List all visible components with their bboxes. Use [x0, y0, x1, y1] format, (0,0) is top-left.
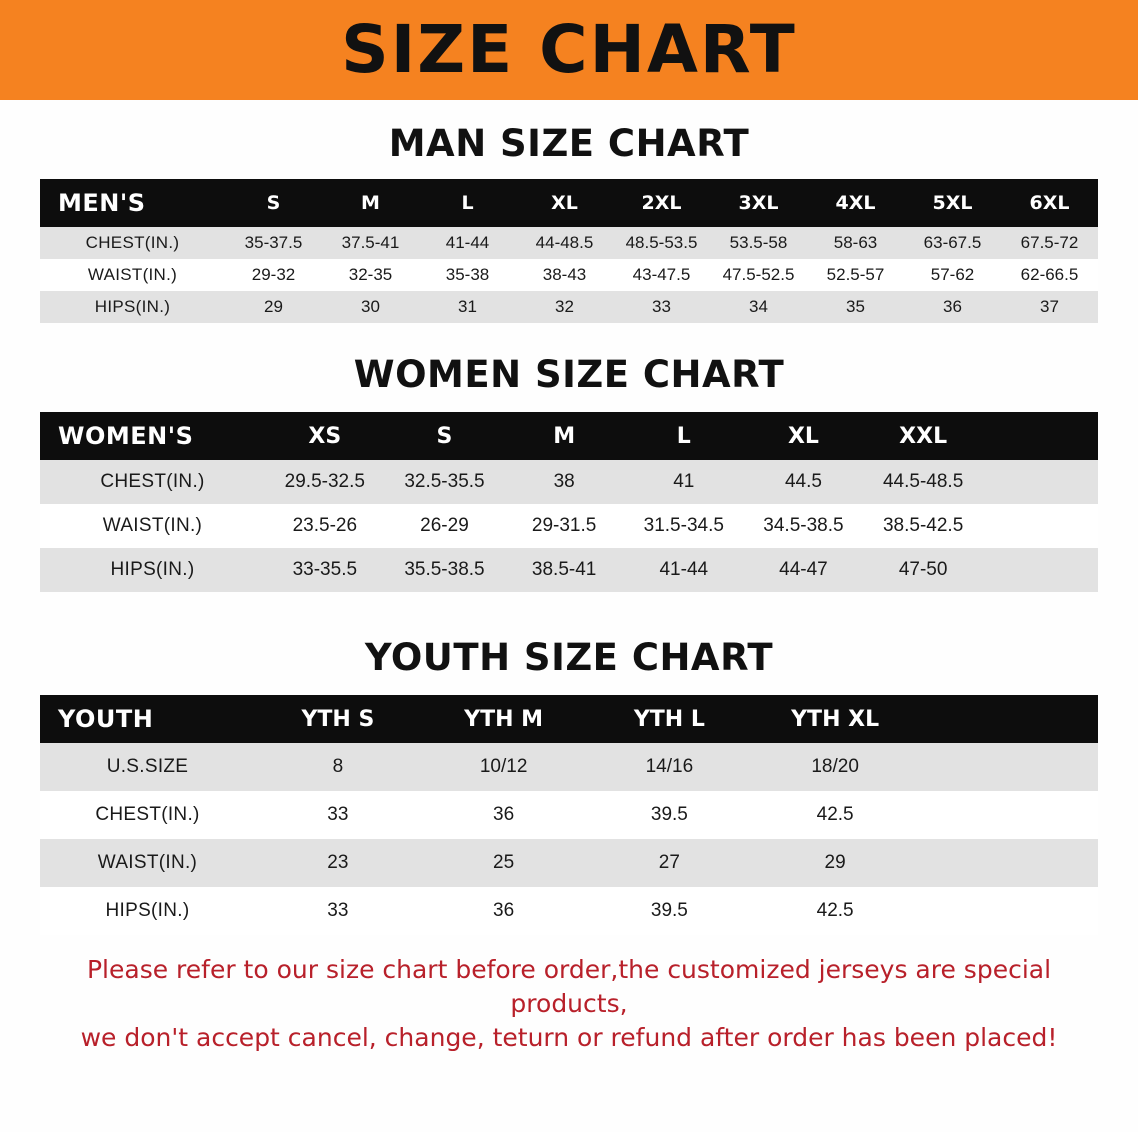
table-row: [40, 460, 1098, 504]
table-row: [40, 291, 1098, 323]
youth-r1-c1: 36: [421, 791, 587, 839]
men-r1-c0: 29-32: [225, 259, 322, 291]
men-r0-c4: 48.5-53.5: [613, 227, 710, 259]
youth-r3-c0: 33: [255, 887, 421, 935]
women-col-1: S: [385, 412, 505, 460]
women-col-0: XS: [265, 412, 385, 460]
youth-r1-spacer: [918, 791, 1098, 839]
women-r2-c3: 41-44: [624, 548, 744, 592]
women-r2-c1: 35.5-38.5: [385, 548, 505, 592]
women-r2-c5: 47-50: [863, 548, 983, 592]
youth-row-3-label: HIPS(IN.): [40, 887, 255, 935]
youth-row-header: YOUTH: [40, 695, 255, 743]
women-r2-spacer: [983, 548, 1098, 592]
youth-r0-c2: 14/16: [587, 743, 753, 791]
men-r2-c1: 30: [322, 291, 419, 323]
women-r1-c3: 31.5-34.5: [624, 504, 744, 548]
women-col-spacer: [983, 412, 1098, 460]
table-header-row: [40, 179, 1098, 227]
man-table-wrap: [0, 179, 1138, 323]
youth-r0-c0: 8: [255, 743, 421, 791]
women-col-2: M: [504, 412, 624, 460]
man-size-table: [40, 179, 1098, 323]
men-row-2-label: HIPS(IN.): [40, 291, 225, 323]
men-col-3: XL: [516, 179, 613, 227]
table-header-row: [40, 412, 1098, 460]
youth-r0-c1: 10/12: [421, 743, 587, 791]
women-section-heading: WOMEN SIZE CHART: [353, 353, 785, 396]
men-r2-c5: 34: [710, 291, 807, 323]
youth-r2-c1: 25: [421, 839, 587, 887]
man-section-heading: MAN SIZE CHART: [388, 122, 750, 165]
men-col-4: 2XL: [613, 179, 710, 227]
men-row-1-label: WAIST(IN.): [40, 259, 225, 291]
youth-r2-c0: 23: [255, 839, 421, 887]
youth-size-table: [40, 695, 1098, 935]
youth-r3-c3: 42.5: [752, 887, 918, 935]
youth-table-wrap: [0, 695, 1138, 935]
women-size-table: [40, 412, 1098, 592]
page-banner: [0, 0, 1138, 100]
youth-col-1: YTH M: [421, 695, 587, 743]
men-col-7: 5XL: [904, 179, 1001, 227]
youth-r1-c2: 39.5: [587, 791, 753, 839]
men-r2-c4: 33: [613, 291, 710, 323]
men-r0-c3: 44-48.5: [516, 227, 613, 259]
men-r2-c6: 35: [807, 291, 904, 323]
men-r0-c7: 63-67.5: [904, 227, 1001, 259]
table-row: [40, 743, 1098, 791]
youth-r0-c3: 18/20: [752, 743, 918, 791]
table-row: [40, 839, 1098, 887]
table-row: [40, 227, 1098, 259]
youth-r3-c2: 39.5: [587, 887, 753, 935]
women-row-1-label: WAIST(IN.): [40, 504, 265, 548]
men-r1-c4: 43-47.5: [613, 259, 710, 291]
men-col-0: S: [225, 179, 322, 227]
women-r0-c2: 38: [504, 460, 624, 504]
table-row: [40, 259, 1098, 291]
women-r0-spacer: [983, 460, 1098, 504]
page-title: SIZE CHART: [341, 11, 797, 88]
table-row: [40, 504, 1098, 548]
men-r1-c6: 52.5-57: [807, 259, 904, 291]
women-r2-c0: 33-35.5: [265, 548, 385, 592]
men-r1-c2: 35-38: [419, 259, 516, 291]
men-col-5: 3XL: [710, 179, 807, 227]
women-r1-spacer: [983, 504, 1098, 548]
youth-row-0-label: U.S.SIZE: [40, 743, 255, 791]
return-policy-note: [34, 953, 1104, 1054]
youth-section-heading: YOUTH SIZE CHART: [364, 636, 774, 679]
women-r0-c3: 41: [624, 460, 744, 504]
men-r0-c6: 58-63: [807, 227, 904, 259]
men-r0-c5: 53.5-58: [710, 227, 807, 259]
women-r1-c5: 38.5-42.5: [863, 504, 983, 548]
youth-r2-c2: 27: [587, 839, 753, 887]
men-row-0-label: CHEST(IN.): [40, 227, 225, 259]
note-line-1: Please refer to our size chart before order,the customized jerseys are special products,: [86, 955, 1052, 1018]
men-r0-c0: 35-37.5: [225, 227, 322, 259]
youth-r0-spacer: [918, 743, 1098, 791]
women-r2-c4: 44-47: [744, 548, 864, 592]
men-r0-c1: 37.5-41: [322, 227, 419, 259]
women-r2-c2: 38.5-41: [504, 548, 624, 592]
women-r1-c1: 26-29: [385, 504, 505, 548]
men-r1-c3: 38-43: [516, 259, 613, 291]
youth-r3-spacer: [918, 887, 1098, 935]
women-col-5: XXL: [863, 412, 983, 460]
men-r2-c7: 36: [904, 291, 1001, 323]
men-col-8: 6XL: [1001, 179, 1098, 227]
note-line-2: we don't accept cancel, change, teturn or refund after order has been placed!: [80, 1022, 1058, 1052]
youth-col-0: YTH S: [255, 695, 421, 743]
women-r0-c0: 29.5-32.5: [265, 460, 385, 504]
youth-r3-c1: 36: [421, 887, 587, 935]
men-r0-c8: 67.5-72: [1001, 227, 1098, 259]
women-col-3: L: [624, 412, 744, 460]
men-col-6: 4XL: [807, 179, 904, 227]
men-r1-c8: 62-66.5: [1001, 259, 1098, 291]
youth-col-3: YTH XL: [752, 695, 918, 743]
youth-r1-c3: 42.5: [752, 791, 918, 839]
youth-r1-c0: 33: [255, 791, 421, 839]
men-r2-c2: 31: [419, 291, 516, 323]
men-r2-c8: 37: [1001, 291, 1098, 323]
men-r1-c1: 32-35: [322, 259, 419, 291]
men-r1-c7: 57-62: [904, 259, 1001, 291]
women-r1-c4: 34.5-38.5: [744, 504, 864, 548]
table-row: [40, 791, 1098, 839]
youth-row-2-label: WAIST(IN.): [40, 839, 255, 887]
youth-r2-c3: 29: [752, 839, 918, 887]
table-row: [40, 548, 1098, 592]
men-r0-c2: 41-44: [419, 227, 516, 259]
women-r1-c0: 23.5-26: [265, 504, 385, 548]
women-row-0-label: CHEST(IN.): [40, 460, 265, 504]
men-row-header: MEN'S: [40, 179, 225, 227]
women-r0-c5: 44.5-48.5: [863, 460, 983, 504]
men-col-2: L: [419, 179, 516, 227]
women-col-4: XL: [744, 412, 864, 460]
men-r2-c3: 32: [516, 291, 613, 323]
table-header-row: [40, 695, 1098, 743]
table-row: [40, 887, 1098, 935]
women-r1-c2: 29-31.5: [504, 504, 624, 548]
youth-r2-spacer: [918, 839, 1098, 887]
youth-row-1-label: CHEST(IN.): [40, 791, 255, 839]
women-row-header: WOMEN'S: [40, 412, 265, 460]
men-r2-c0: 29: [225, 291, 322, 323]
women-r0-c4: 44.5: [744, 460, 864, 504]
women-r0-c1: 32.5-35.5: [385, 460, 505, 504]
women-table-wrap: [0, 412, 1138, 592]
youth-col-spacer: [918, 695, 1098, 743]
men-col-1: M: [322, 179, 419, 227]
youth-col-2: YTH L: [587, 695, 753, 743]
women-row-2-label: HIPS(IN.): [40, 548, 265, 592]
men-r1-c5: 47.5-52.5: [710, 259, 807, 291]
